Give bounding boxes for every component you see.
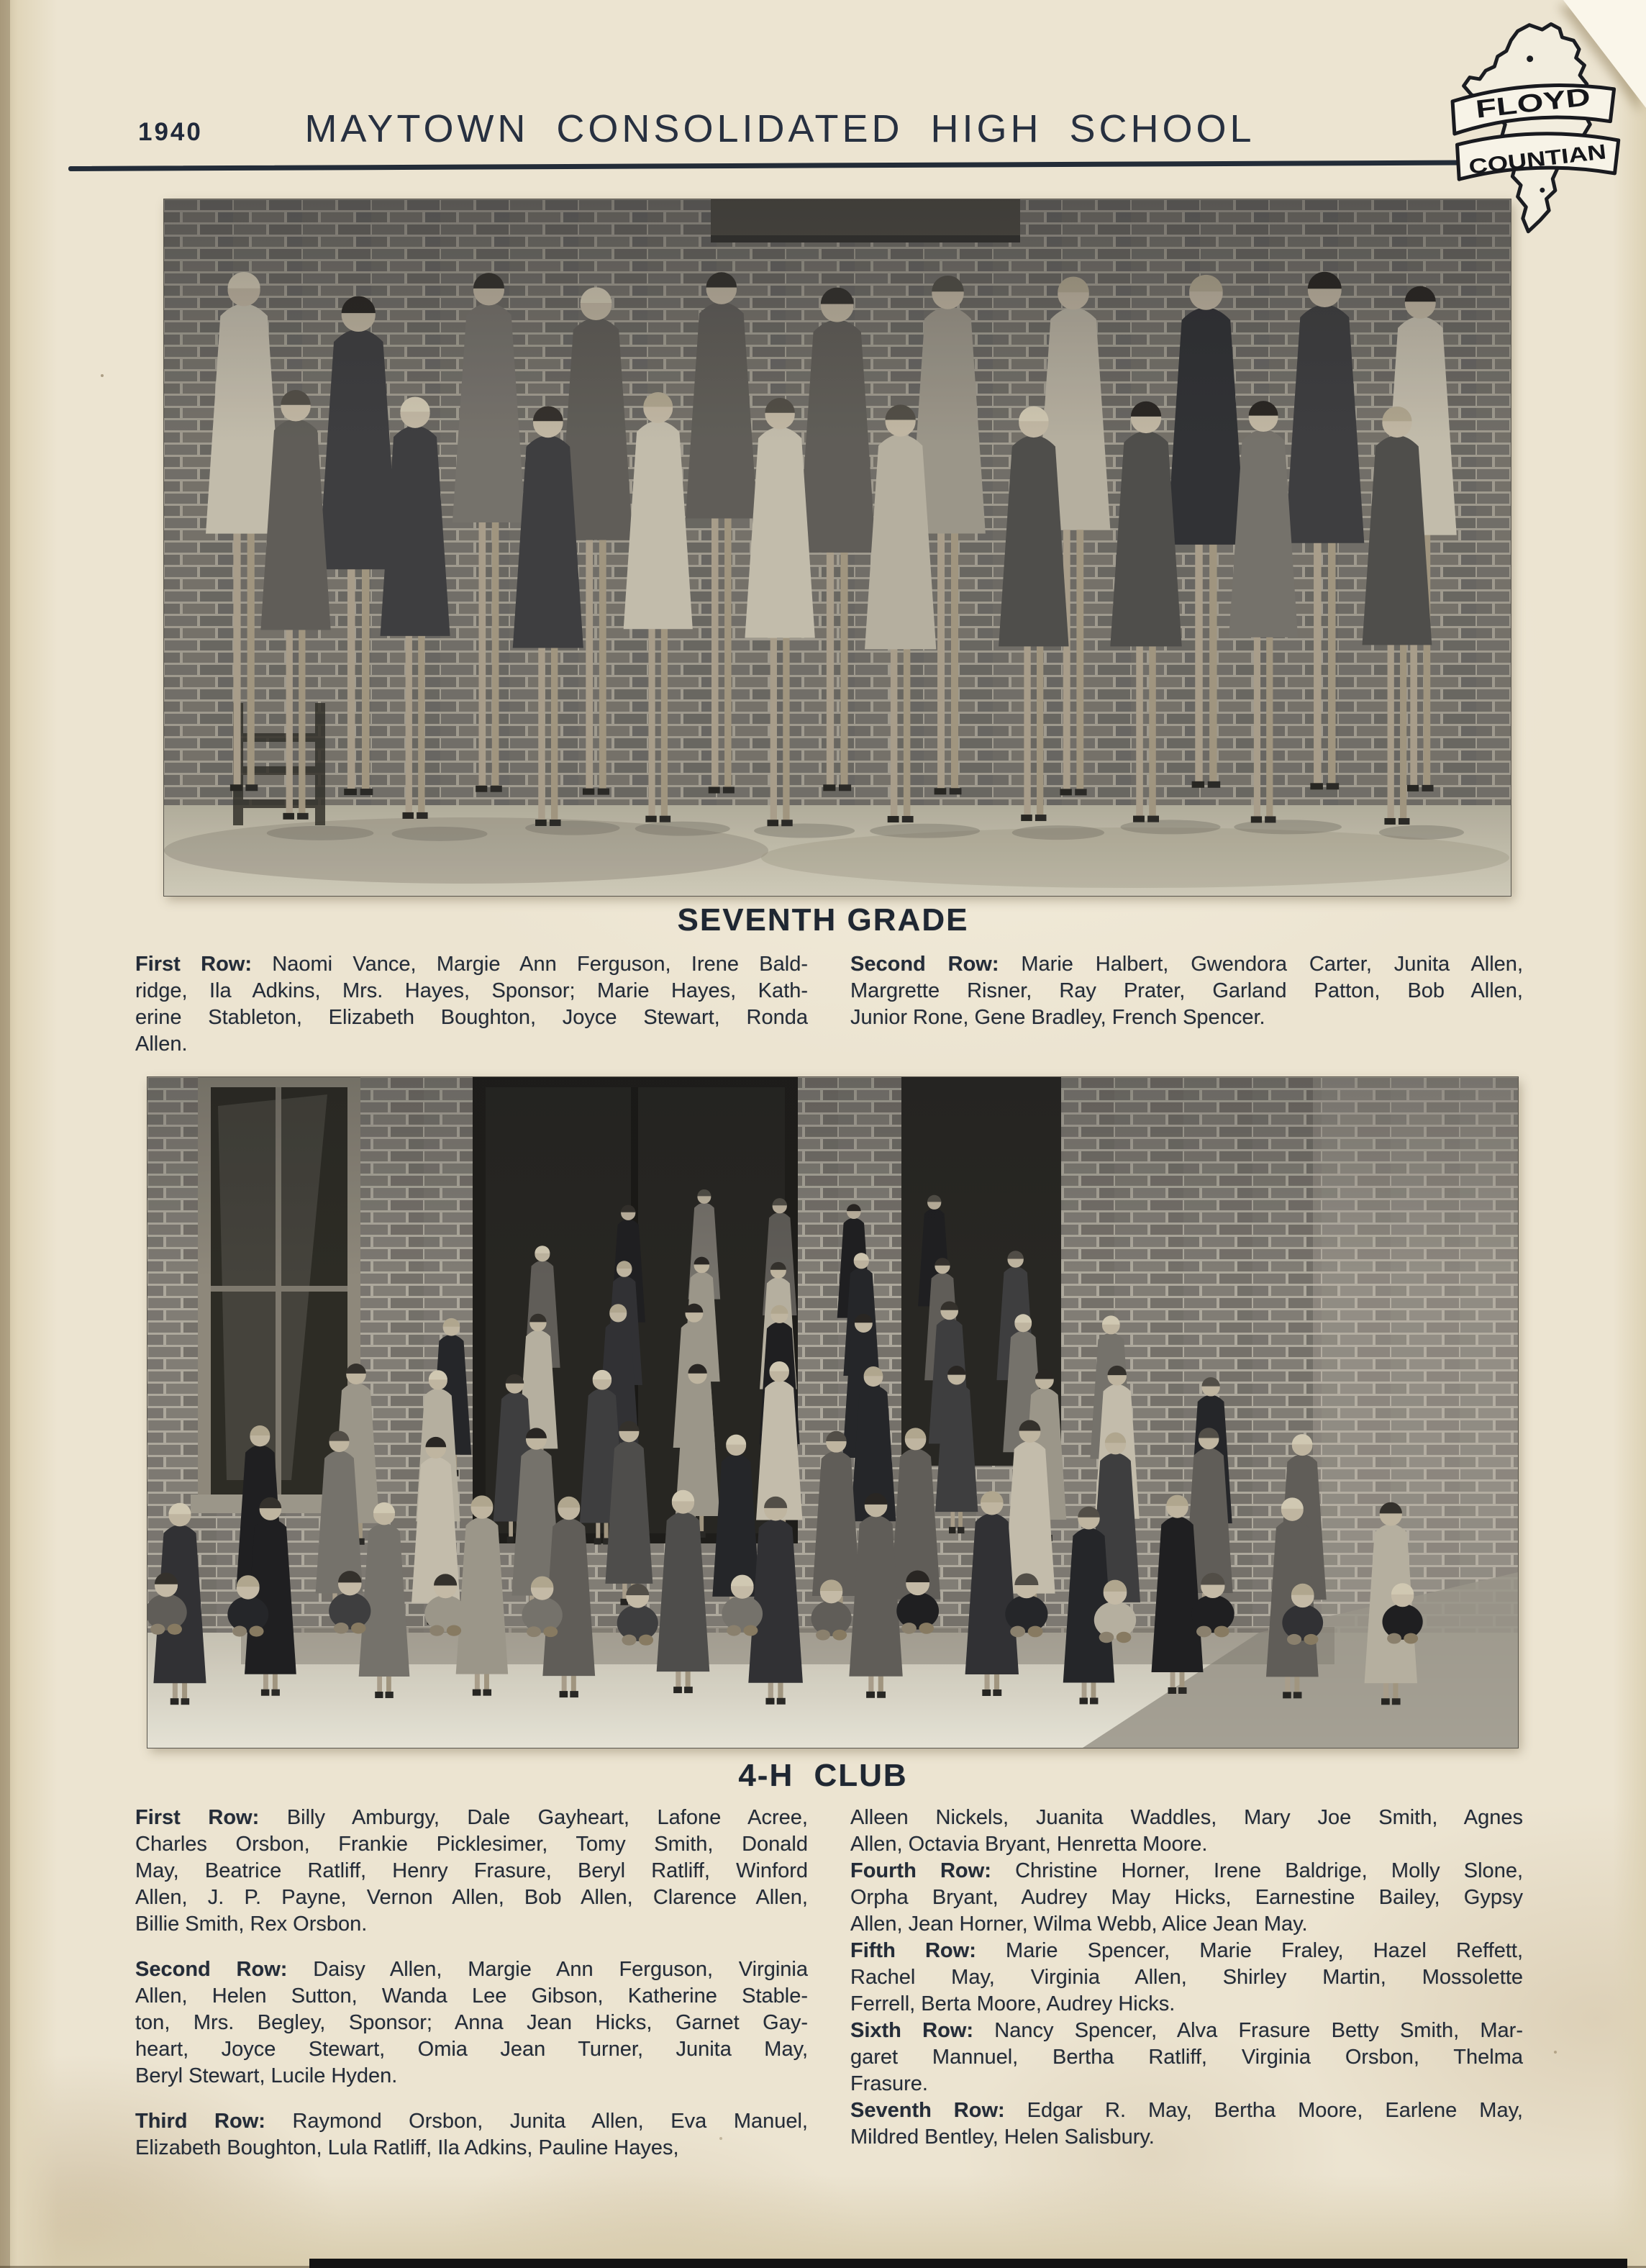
caption-paragraph: Fourth Row: Christine Horner, Irene Baldrige, Molly Slone, Orpha Bryant, Audrey May Hicks, Earnestine Bailey, Gypsy Allen, Jean Horner, Wilma Webb, Alice Jean May. xyxy=(850,1859,1524,1936)
caption-paragraph: Second Row: Daisy Allen, Margie Ann Ferguson, Virginia Allen, Helen Sutton, Wanda Lee Gibson, Katherine Stable- ton, Mrs. Begley, Sponsor; Anna Jean Hicks, Garnet Gay- heart, Joyce Stewart, Omia Jean Turner, Junita May, Beryl Stewart, Lucile Hyden. xyxy=(135,1958,809,2087)
caption-paragraph: Third Row: Raymond Orsbon, Junita Allen, Eva Manuel, Elizabeth Boughton, Lula Ratliff, Ila Adkins, Pauline Hayes, xyxy=(135,2110,808,2159)
caption-paragraph: Fifth Row: Marie Spencer, Marie Fraley, Hazel Reffett, Rachel May, Virginia Allen, Shirley Martin, Mossolette Ferrell, Berta Moore, Audrey Hicks. xyxy=(850,1939,1524,2015)
caption-paragraph: Sixth Row: Nancy Spencer, Alva Frasure Betty Smith, Mar- garet Mannuel, Bertha Ratliff, Virginia Orsbon, Thelma Frasure. xyxy=(850,2019,1523,2095)
bottom-scan-bar xyxy=(309,2259,1627,2268)
seventh-grade-caption-right xyxy=(850,951,1523,1031)
four-h-club-photo xyxy=(147,1077,1518,1748)
page-title: MAYTOWN CONSOLIDATED HIGH SCHOOL xyxy=(304,107,1255,150)
seventh-grade-class-photo xyxy=(164,199,1511,896)
caption-paragraph: Alleen Nickels, Juanita Waddles, Mary Joe Smith, Agnes Allen, Octavia Bryant, Henretta Moore. xyxy=(850,1806,1523,1856)
svg-text:COUNTIAN: COUNTIAN xyxy=(1468,143,1580,179)
seventh-grade-caption-left xyxy=(135,951,808,1058)
caption-paragraph: Seventh Row: Edgar R. May, Bertha Moore, Earlene May, Mildred Bentley, Helen Salisbury. xyxy=(850,2099,1523,2149)
four-h-club-heading: 4-H CLUB xyxy=(738,1758,908,1793)
page-left-edge xyxy=(0,0,10,2268)
paper-specks xyxy=(101,374,104,377)
svg-text:FLOYD: FLOYD xyxy=(1474,86,1563,124)
four-h-caption-left xyxy=(135,1805,808,2162)
caption-paragraph: First Row: Naomi Vance, Margie Ann Ferguson, Irene Bald- ridge, Ila Adkins, Mrs. Hayes, Sponsor; Marie Hayes, Kath- erine Stableton, Elizabeth Boughton, Joyce Stewart, Ronda Allen. xyxy=(135,953,808,1056)
seventh-grade-heading: SEVENTH GRADE xyxy=(677,902,969,938)
year-label: 1940 xyxy=(138,118,203,146)
four-h-caption-right xyxy=(850,1805,1523,2151)
header-rule xyxy=(68,160,1487,171)
caption-paragraph: Second Row: Marie Halbert, Gwendora Carter, Junita Allen, Margrette Risner, Ray Prater, Garland Patton, Bob Allen, Junior Rone, Gene Bradley, French Spencer. xyxy=(850,953,1523,1029)
caption-paragraph: First Row: Billy Amburgy, Dale Gayheart, Lafone Acree, Charles Orsbon, Frankie Picklesimer, Tomy Smith, Donald May, Beatrice Ratliff, Henry Frasure, Beryl Ratliff, Winford Allen, J. P. Payne, Vernon Allen, Bob Allen, Clarence Allen, Billie Smith, Rex Orsbon. xyxy=(135,1806,808,1936)
